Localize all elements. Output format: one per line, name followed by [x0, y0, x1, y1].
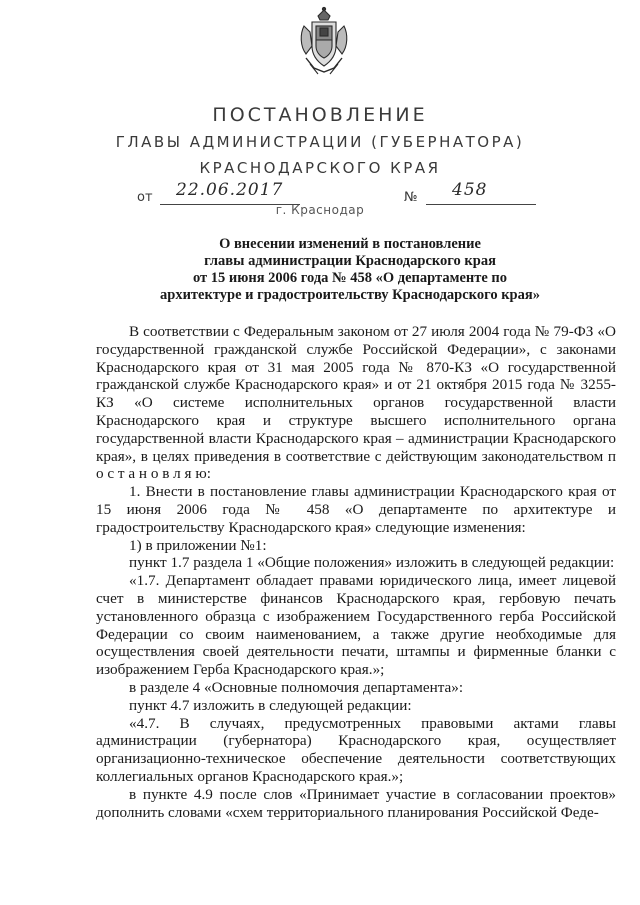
coat-of-arms-icon: [296, 6, 352, 78]
title-line-1: О внесении изменений в постановление: [219, 236, 481, 252]
document-title: [150, 236, 550, 304]
document-body: [96, 323, 616, 821]
document-type: ПОСТАНОВЛЕНИЕ: [212, 104, 428, 126]
body-paragraph-9: в пункте 4.9 после слов «Принимает участие в согласовании проектов» дополнить словами «схем территориального планирования Российской Феде-: [96, 785, 616, 821]
body-paragraph-2: 1. Внести в постановление главы администрации Краснодарского края от 15 июня 2006 года № 458 «О департаменте по архитектуре и градостроительству Краснодарского края» следующие изменения:: [96, 483, 616, 536]
city-label: г. Краснодар: [275, 203, 365, 217]
body-paragraph-6: в разделе 4 «Основные полномочия департамента»:: [129, 678, 464, 696]
body-paragraph-5: «1.7. Департамент обладает правами юридического лица, имеет лицевой счет в министерстве финансов Краснодарского края, гербовую печать установленного образца с изображением Государственного герба Российской Федерации со своим наименованием, а также другие необходимые для осуществления своей деятельности печати, штампы и фирменные бланки с изображением Герба Краснодарского края.»;: [96, 572, 616, 679]
body-paragraph-8: «4.7. В случаях, предусмотренных правовыми актами главы администрации (губернатора) Краснодарского края, осуществляет организационно-техническое обеспечение деятельности соответствующих коллегиальных органов Краснодарского края.»;: [96, 714, 616, 785]
issuer-line-2: КРАСНОДАРСКОГО КРАЯ: [199, 159, 441, 177]
body-paragraph-4: пункт 1.7 раздела 1 «Общие положения» изложить в следующей редакции:: [129, 554, 615, 572]
body-paragraph-3: 1) в приложении №1:: [129, 536, 267, 554]
number-value: 458: [452, 180, 488, 200]
body-paragraph-7: пункт 4.7 изложить в следующей редакции:: [129, 696, 412, 714]
title-line-3: от 15 июня 2006 года № 458 «О департаменте по: [192, 270, 508, 286]
issuer-line-1: ГЛАВЫ АДМИНИСТРАЦИИ (ГУБЕРНАТОРА): [115, 133, 525, 151]
title-line-4: архитектуре и градостроительству Краснодарского края»: [160, 287, 540, 303]
number-prefix: №: [404, 190, 418, 205]
date-prefix: от: [137, 190, 153, 205]
date-value: 22.06.2017: [176, 180, 284, 200]
body-paragraph-1: В соответствии с Федеральным законом от 27 июля 2004 года № 79-ФЗ «О государственной гражданской службе Российской Федерации», с законами Краснодарского края от 31 мая 2005 года № 870-КЗ «О государственной гражданской службе Краснодарского края» и от 21 октября 2015 года № 3255-КЗ «О системе исполнительных органов государственной власти Краснодарского края и структуре высшего исполнительного органа государственной власти Краснодарского края – администрации Краснодарского края», в целях приведения в соответствие с действующим законодательством п о с т а н о в л я ю:: [96, 323, 616, 483]
title-line-2: главы администрации Краснодарского края: [204, 253, 496, 269]
